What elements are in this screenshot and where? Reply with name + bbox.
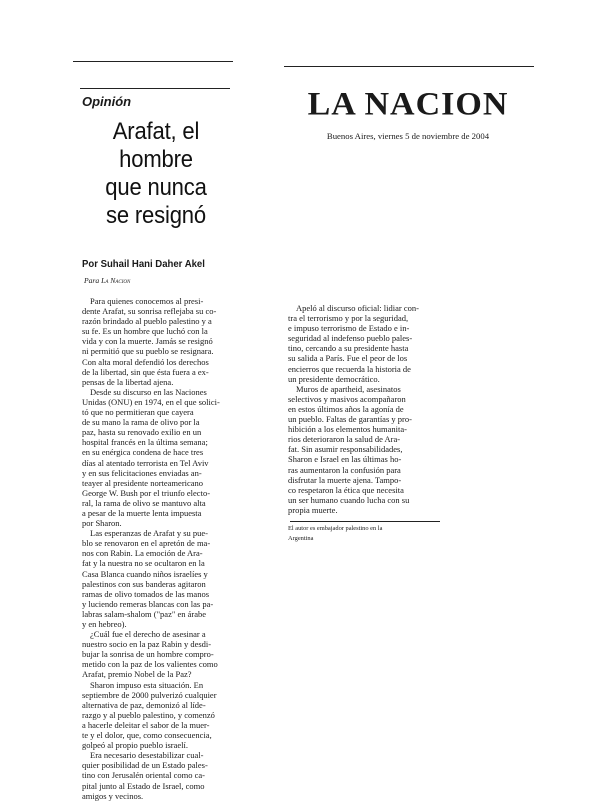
- article-line: días al atentado terrorista en Tel Aviv: [82, 457, 209, 468]
- article-line: ramas de olivo tomados de las manos: [82, 588, 210, 599]
- article-line: a pesar de la muerte lenta impuesta: [82, 507, 202, 518]
- article-line: a hacerle deleitar el sabor de la muer-: [82, 719, 210, 730]
- byline-affiliation: [84, 276, 130, 285]
- byline-prefix: Para: [84, 276, 100, 285]
- article-column-left: [82, 296, 224, 801]
- article-paragraph: [82, 387, 224, 528]
- article-line: dente Arafat, su sonrisa reflejaba su co-: [82, 306, 217, 317]
- article-line: ¿Cuál fue el derecho de asesinar a: [90, 629, 206, 640]
- article-line: nos con Rabin. La emoción de Ara-: [82, 548, 203, 559]
- article-line: Sharon e Israel en las últimas ho-: [288, 454, 402, 465]
- footnote-line: Argentina: [288, 535, 314, 542]
- article-paragraph: [82, 528, 224, 629]
- article-line: de su mano la rama de olivo por la: [82, 417, 200, 428]
- article-line: palestinos con sus banderas agitaron: [82, 578, 206, 589]
- footnote-line: El autor es embajador palestino en la: [288, 525, 383, 532]
- byline: Por Suhail Hani Daher Akel: [82, 259, 205, 270]
- article-line: tino, cercando a su presidente hasta: [288, 343, 409, 354]
- article-line: te y el dolor, que, como consecuencia,: [82, 730, 212, 741]
- article-paragraph: [82, 680, 224, 751]
- article-line: y luciendo remeras blancas con las pa-: [82, 598, 214, 609]
- article-line: Desde su discurso en las Naciones: [90, 386, 207, 397]
- article-line: Muros de apartheid, asesinatos: [296, 383, 401, 394]
- section-label: Opinión: [82, 94, 132, 109]
- article-line: tó que no permitieran que cayera: [82, 407, 194, 418]
- article-line: Sharon impuso esta situación. En: [90, 679, 204, 690]
- article-line: Unidas (ONU) en 1974, en el que solici-: [82, 396, 220, 407]
- article-line: quier posibilidad de un Estado pales-: [82, 760, 208, 771]
- article-line: selectivos y masivos acompañaron: [288, 393, 406, 404]
- article-line: ni permitió que su pueblo se resignara.: [82, 346, 214, 357]
- article-line: en su enérgica condena de hace tres: [82, 447, 204, 458]
- article-paragraph: [82, 296, 224, 387]
- article-line: hibición a los elementos humanita-: [288, 424, 407, 435]
- article-line: tra el terrorismo y por la seguridad,: [288, 313, 409, 324]
- top-rule-left: [73, 61, 233, 62]
- section-rule: [80, 88, 230, 89]
- article-line: su fe. Es un hombre que luchó con la: [82, 326, 208, 337]
- article-line: ras aumentaron la confusión para: [288, 464, 401, 475]
- article-line: Apeló al discurso oficial: lidiar con-: [296, 303, 419, 313]
- article-line: propia muerte.: [288, 504, 338, 515]
- article-paragraph: [82, 629, 224, 679]
- article-line: Era necesario desestabilizar cual-: [90, 750, 204, 761]
- article-line: un ser humano cuando lucha con su: [288, 494, 410, 505]
- article-line: en estos últimos años la agonía de: [288, 403, 404, 414]
- article-line: un pueblo. Faltas de garantías y pro-: [288, 414, 412, 425]
- dateline: Buenos Aires, viernes 5 de noviembre de 2004: [326, 131, 490, 141]
- article-paragraph: [288, 303, 440, 384]
- article-line: un presidente democrático.: [288, 373, 380, 384]
- headline-line: hombre: [119, 146, 193, 173]
- article-line: Arafat, premio Nobel de la Paz?: [82, 669, 192, 680]
- article-line: septiembre de 2000 pulverizó cualquier: [82, 689, 217, 700]
- article-line: seguridad al indefenso pueblo pales-: [288, 333, 413, 344]
- newspaper-masthead: LA NACION: [307, 86, 509, 123]
- article-line: razgo y al pueblo palestino, y comenzó: [82, 709, 215, 720]
- article-line: disfrutar la muerte ajena. Tampo-: [288, 474, 402, 485]
- article-line: y en hebreo).: [82, 619, 127, 629]
- article-line: bujar la sonrisa de un hombre compro-: [82, 649, 214, 660]
- article-line: nuestro socio en la paz Rabin y desdi-: [82, 639, 212, 650]
- article-line: ral, la rama de olivo se mantuvo alta: [82, 497, 206, 508]
- article-line: rios deterioraron la salud de Ara-: [288, 434, 401, 445]
- author-footnote: [288, 524, 440, 544]
- article-line: encierros que recuerda la historia de: [288, 363, 411, 374]
- article-line: su salida a París. Fue el peor de los: [288, 353, 408, 364]
- article-line: golpeó al propio pueblo israelí.: [82, 740, 188, 751]
- article-paragraph: [82, 750, 224, 800]
- article-line: pensas de la libertad ajena.: [82, 376, 174, 387]
- article-line: por Sharon.: [82, 518, 122, 529]
- article-line: Las esperanzas de Arafat y su pue-: [90, 528, 209, 539]
- article-line: e impuso terrorismo de Estado e in-: [288, 323, 410, 334]
- article-paragraph: [288, 384, 440, 515]
- headline-line: Arafat, el: [112, 118, 200, 145]
- article-line: de la libertad, sin que ésta fuera a ex-: [82, 366, 209, 377]
- article-line: tino con Jerusalén oriental como ca-: [82, 770, 205, 781]
- byline-paper: La Nacion: [101, 276, 131, 285]
- article-line: fat y la nuestra no se ocultaron en la: [82, 558, 205, 569]
- article-line: Con alta moral defendió los derechos: [82, 356, 209, 367]
- footnote-rule: [290, 521, 440, 522]
- article-line: teayer al presidente norteamericano: [82, 477, 204, 488]
- top-rule-right: [284, 66, 534, 67]
- article-line: alternativa de paz, demonizó al líde-: [82, 699, 206, 710]
- article-line: Casa Blanca cuando niños israelíes y: [82, 568, 208, 579]
- article-line: co respetaron la ética que necesita: [288, 484, 404, 495]
- article-column-right: [288, 303, 440, 515]
- article-line: metido con la paz de los valientes como: [82, 659, 218, 670]
- article-line: amigos y vecinos.: [82, 790, 144, 801]
- article-line: paz, hasta su renovado exilio en un: [82, 427, 202, 438]
- article-line: blo se renovaron en el apretón de ma-: [82, 538, 211, 549]
- article-line: George W. Bush por el triunfo electo-: [82, 487, 211, 498]
- article-line: Para quienes conocemos al presi-: [90, 296, 204, 306]
- article-line: pital junto al Estado de Israel, como: [82, 780, 205, 791]
- article-line: y en sus felicitaciones enviadas an-: [82, 467, 202, 478]
- headline-line: se resignó: [106, 202, 206, 229]
- article-line: labras salam-shalom ("paz" en árabe: [82, 608, 206, 619]
- article-line: fat. Sin asumir responsabilidades,: [288, 444, 403, 455]
- headline-line: que nunca: [105, 174, 207, 201]
- article-line: razón brindado al pueblo palestino y a: [82, 316, 212, 327]
- article-line: hospital francés en la última semana;: [82, 437, 208, 448]
- article-line: vida y con la muerte. Jamás se resignó: [82, 336, 213, 347]
- headline: [93, 118, 219, 230]
